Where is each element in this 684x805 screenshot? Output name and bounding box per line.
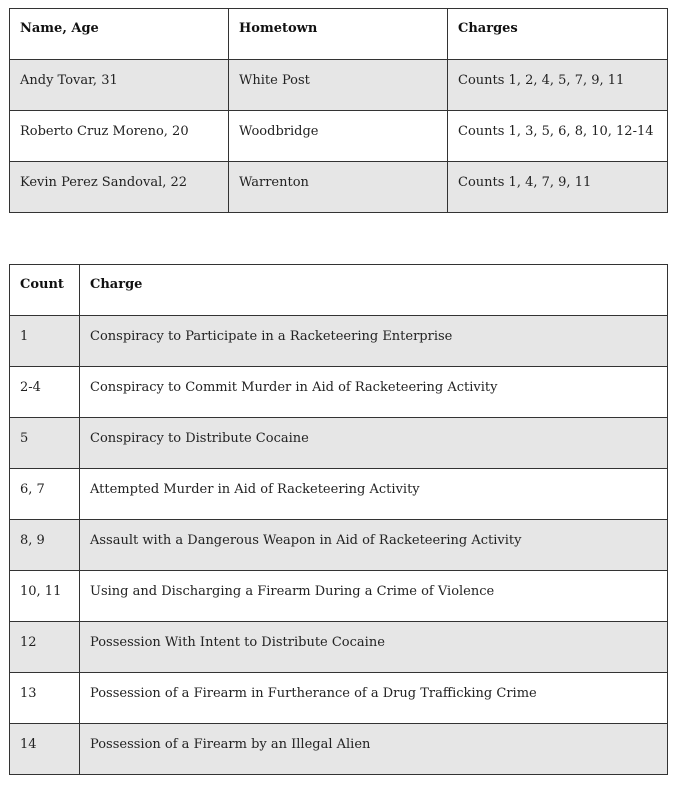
- charge-count: 13: [10, 673, 80, 724]
- charge-count: 5: [10, 418, 80, 469]
- column-header-charge: Charge: [80, 265, 668, 316]
- defendant-name-age: Andy Tovar, 31: [10, 60, 229, 111]
- table-row: [10, 367, 668, 418]
- table-row: [10, 622, 668, 673]
- charge-description: Possession With Intent to Distribute Cocaine: [80, 622, 668, 673]
- charge-description: Conspiracy to Distribute Cocaine: [80, 418, 668, 469]
- column-header-count: Count: [10, 265, 80, 316]
- column-header-hometown: Hometown: [229, 9, 448, 60]
- table-row: [10, 469, 668, 520]
- table-row: [10, 111, 668, 162]
- defendants-table: [9, 8, 668, 213]
- defendant-charges: Counts 1, 3, 5, 6, 8, 10, 12-14: [448, 111, 668, 162]
- table-row: [10, 418, 668, 469]
- charge-description: Assault with a Dangerous Weapon in Aid of Racketeering Activity: [80, 520, 668, 571]
- table-row: [10, 724, 668, 775]
- charge-description: Possession of a Firearm in Furtherance of a Drug Trafficking Crime: [80, 673, 668, 724]
- table-header-row: [10, 9, 668, 60]
- table-row: [10, 60, 668, 111]
- charge-count: 12: [10, 622, 80, 673]
- table-row: [10, 520, 668, 571]
- column-header-charges: Charges: [448, 9, 668, 60]
- defendant-hometown: White Post: [229, 60, 448, 111]
- defendant-name-age: Roberto Cruz Moreno, 20: [10, 111, 229, 162]
- table-header-row: [10, 265, 668, 316]
- table-row: [10, 162, 668, 213]
- charge-count: 6, 7: [10, 469, 80, 520]
- defendant-hometown: Warrenton: [229, 162, 448, 213]
- column-header-name-age: Name, Age: [10, 9, 229, 60]
- charge-count: 1: [10, 316, 80, 367]
- defendant-hometown: Woodbridge: [229, 111, 448, 162]
- charge-count: 14: [10, 724, 80, 775]
- table-row: [10, 316, 668, 367]
- charges-table: [9, 264, 668, 775]
- charge-count: 2-4: [10, 367, 80, 418]
- defendant-charges: Counts 1, 4, 7, 9, 11: [448, 162, 668, 213]
- charge-description: Attempted Murder in Aid of Racketeering Activity: [80, 469, 668, 520]
- charge-description: Using and Discharging a Firearm During a Crime of Violence: [80, 571, 668, 622]
- charge-description: Conspiracy to Participate in a Racketeering Enterprise: [80, 316, 668, 367]
- defendant-charges: Counts 1, 2, 4, 5, 7, 9, 11: [448, 60, 668, 111]
- table-row: [10, 571, 668, 622]
- charge-count: 10, 11: [10, 571, 80, 622]
- charge-count: 8, 9: [10, 520, 80, 571]
- charge-description: Conspiracy to Commit Murder in Aid of Racketeering Activity: [80, 367, 668, 418]
- table-row: [10, 673, 668, 724]
- charge-description: Possession of a Firearm by an Illegal Alien: [80, 724, 668, 775]
- defendant-name-age: Kevin Perez Sandoval, 22: [10, 162, 229, 213]
